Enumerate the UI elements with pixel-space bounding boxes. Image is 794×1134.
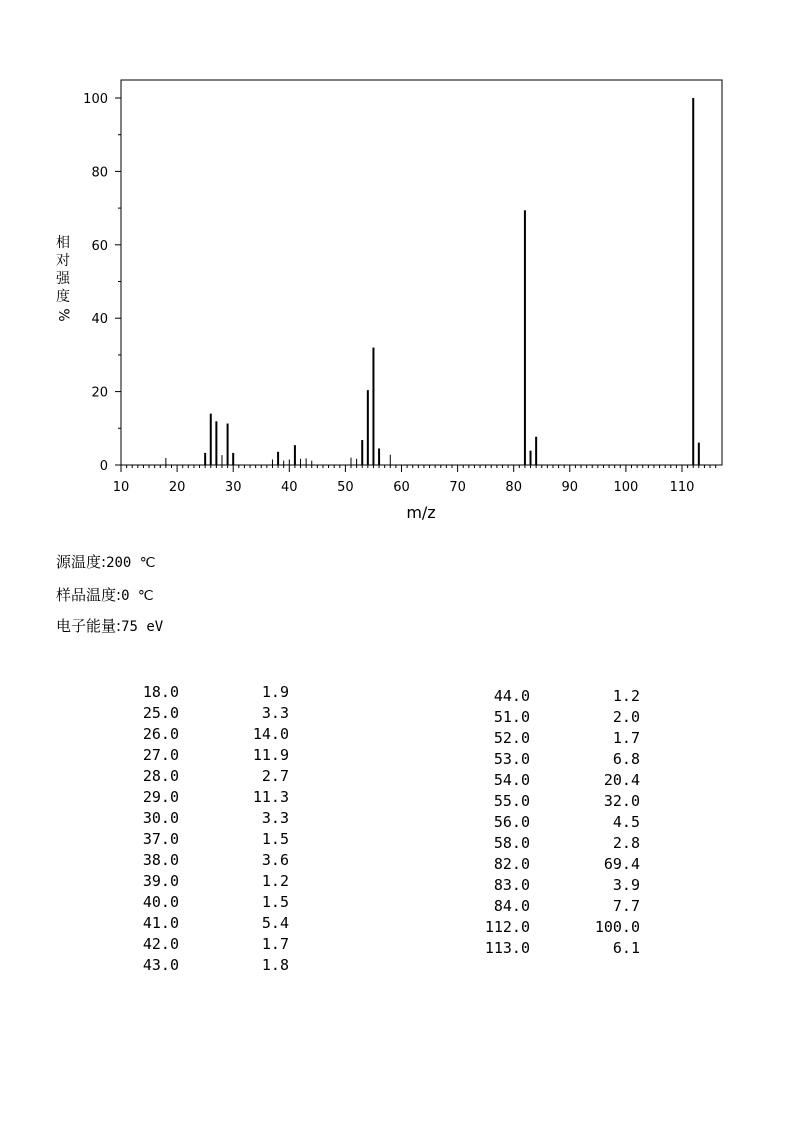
y-tick-label: 60 (91, 238, 108, 254)
peak-bar (356, 459, 357, 465)
y-axis-label-char: 相 (56, 235, 70, 251)
peak-row (109, 745, 289, 766)
peak-bar (165, 458, 166, 465)
peak-row (460, 791, 640, 812)
peak-mz: 30.0 (142, 809, 179, 827)
peak-row (109, 934, 289, 955)
y-axis (83, 92, 121, 474)
peak-row (460, 854, 640, 875)
peak-mz: 113.0 (484, 939, 530, 957)
peak-intensity: 32.0 (603, 792, 640, 810)
peak-row (109, 871, 289, 892)
y-axis-label-char: 对 (56, 253, 70, 269)
sample-temperature-label: 样品温度: (56, 586, 122, 604)
peak-bar (351, 458, 352, 465)
peak-intensity: 1.8 (261, 956, 289, 974)
peak-bar (221, 455, 222, 465)
peak-intensity: 20.4 (603, 771, 640, 789)
peak-bar (378, 448, 380, 465)
peak-intensity: 1.7 (612, 729, 640, 747)
x-axis (113, 465, 716, 495)
electron-energy (56, 615, 163, 636)
peak-mz: 54.0 (493, 771, 530, 789)
peak-mz: 56.0 (493, 813, 530, 831)
peak-bar (232, 453, 234, 465)
peak-row (460, 707, 640, 728)
peak-intensity: 1.5 (261, 830, 289, 848)
peak-intensity: 3.3 (261, 704, 289, 722)
peak-mz: 52.0 (493, 729, 530, 747)
peak-bar (210, 414, 212, 465)
peak-bar (692, 98, 694, 465)
peak-bar (535, 437, 537, 465)
peak-row (460, 833, 640, 854)
peak-intensity: 2.8 (612, 834, 640, 852)
peak-row (460, 875, 640, 896)
peak-row (460, 686, 640, 707)
peak-intensity: 1.7 (261, 935, 289, 953)
x-tick-label: 110 (669, 480, 695, 495)
y-tick-label: 0 (99, 459, 108, 474)
peak-intensity: 1.2 (612, 687, 640, 705)
peak-row (109, 850, 289, 871)
peak-intensity: 11.3 (252, 788, 289, 806)
peak-intensity: 7.7 (612, 897, 640, 915)
x-axis-label: m/z (406, 503, 436, 522)
peak-row (109, 682, 289, 703)
peak-row (109, 892, 289, 913)
peak-intensity: 4.5 (612, 813, 640, 831)
peak-intensity: 14.0 (252, 725, 289, 743)
peak-mz: 27.0 (142, 746, 179, 764)
peak-mz: 42.0 (142, 935, 179, 953)
peak-intensity: 5.4 (261, 914, 289, 932)
peak-intensity: 6.8 (612, 750, 640, 768)
source-temperature-label: 源温度: (56, 553, 107, 571)
peak-intensity: 3.6 (261, 851, 289, 869)
y-axis-unit: % (55, 308, 71, 322)
peak-intensity: 3.9 (612, 876, 640, 894)
x-tick-label: 60 (393, 480, 410, 495)
peak-mz: 37.0 (142, 830, 179, 848)
peak-bar (361, 440, 363, 465)
peak-bar (300, 459, 301, 465)
peak-mz: 38.0 (142, 851, 179, 869)
peak-mz: 83.0 (493, 876, 530, 894)
peak-intensity: 1.9 (261, 683, 289, 701)
x-tick-label: 70 (449, 480, 466, 495)
peak-bar (283, 461, 284, 465)
source-temperature-value: 200 ℃ (106, 555, 156, 571)
peak-row (460, 938, 640, 959)
peak-mz: 51.0 (493, 708, 530, 726)
y-tick-label: 80 (91, 165, 108, 181)
peak-mz: 82.0 (493, 855, 530, 873)
y-tick-label: 40 (91, 312, 108, 328)
peak-bar (311, 461, 312, 465)
peak-row (109, 955, 289, 976)
y-tick-label: 100 (83, 92, 108, 107)
sample-temperature (56, 584, 154, 605)
peak-intensity: 1.2 (261, 872, 289, 890)
peak-mz: 84.0 (493, 897, 530, 915)
peak-intensity: 1.5 (261, 893, 289, 911)
peak-intensity: 100.0 (594, 918, 640, 936)
sample-temperature-value: 0 ℃ (121, 588, 154, 604)
y-axis-label-char: 度 (56, 289, 70, 305)
peak-intensity: 2.7 (261, 767, 289, 785)
peak-mz: 58.0 (493, 834, 530, 852)
peak-row (460, 812, 640, 833)
peak-intensity: 2.0 (612, 708, 640, 726)
peak-bar (272, 459, 273, 465)
peak-row (109, 808, 289, 829)
peak-bar (204, 453, 206, 465)
peak-mz: 28.0 (142, 767, 179, 785)
peak-intensity: 6.1 (612, 939, 640, 957)
peak-intensity: 11.9 (252, 746, 289, 764)
peak-bar (367, 390, 369, 465)
peak-bar (530, 451, 532, 465)
peak-bar (227, 424, 229, 465)
peak-bar (372, 348, 374, 465)
peak-mz: 29.0 (142, 788, 179, 806)
peak-bar (277, 452, 279, 465)
peak-mz: 53.0 (493, 750, 530, 768)
peak-mz: 26.0 (142, 725, 179, 743)
peak-row (109, 829, 289, 850)
electron-energy-label: 电子能量: (56, 617, 122, 635)
x-tick-label: 90 (561, 480, 579, 495)
y-tick-label: 20 (91, 385, 108, 401)
peak-mz: 39.0 (142, 872, 179, 890)
peak-mz: 18.0 (142, 683, 179, 701)
x-tick-label: 10 (112, 480, 130, 495)
peak-mz: 40.0 (142, 893, 179, 911)
peak-row (109, 703, 289, 724)
peak-row (109, 913, 289, 934)
peak-bar (215, 421, 217, 465)
source-temperature (56, 551, 156, 572)
peak-row (109, 724, 289, 745)
peak-mz: 41.0 (142, 914, 179, 932)
x-tick-label: 80 (505, 480, 522, 495)
peak-bar (524, 210, 526, 465)
spectrum-peaks (165, 98, 699, 465)
peak-mz: 112.0 (484, 918, 530, 936)
plot-frame (121, 80, 722, 465)
peak-mz: 44.0 (493, 687, 530, 705)
x-tick-label: 40 (281, 480, 298, 495)
peak-bar (390, 455, 391, 465)
peak-table-right (460, 686, 640, 959)
x-tick-label: 20 (168, 480, 186, 495)
peak-row (460, 770, 640, 791)
electron-energy-value: 75 eV (121, 619, 164, 635)
x-tick-label: 30 (224, 480, 242, 495)
peak-mz: 55.0 (493, 792, 530, 810)
peak-intensity: 69.4 (603, 855, 640, 873)
y-axis-label-char: 强 (56, 271, 70, 287)
mass-spectrum-chart (0, 0, 794, 540)
peak-row (460, 917, 640, 938)
peak-bar (306, 458, 307, 465)
peak-row (460, 749, 640, 770)
x-tick-label: 100 (613, 480, 639, 495)
peak-row (109, 787, 289, 808)
peak-table-left (109, 682, 289, 976)
peak-bar (698, 443, 700, 465)
peak-intensity: 3.3 (261, 809, 289, 827)
peak-bar (289, 459, 290, 465)
y-axis-label (52, 234, 74, 324)
peak-row (460, 728, 640, 749)
peak-mz: 25.0 (142, 704, 179, 722)
peak-row (460, 896, 640, 917)
peak-bar (294, 445, 296, 465)
peak-mz: 43.0 (142, 956, 179, 974)
x-tick-label: 50 (337, 480, 354, 495)
peak-row (109, 766, 289, 787)
